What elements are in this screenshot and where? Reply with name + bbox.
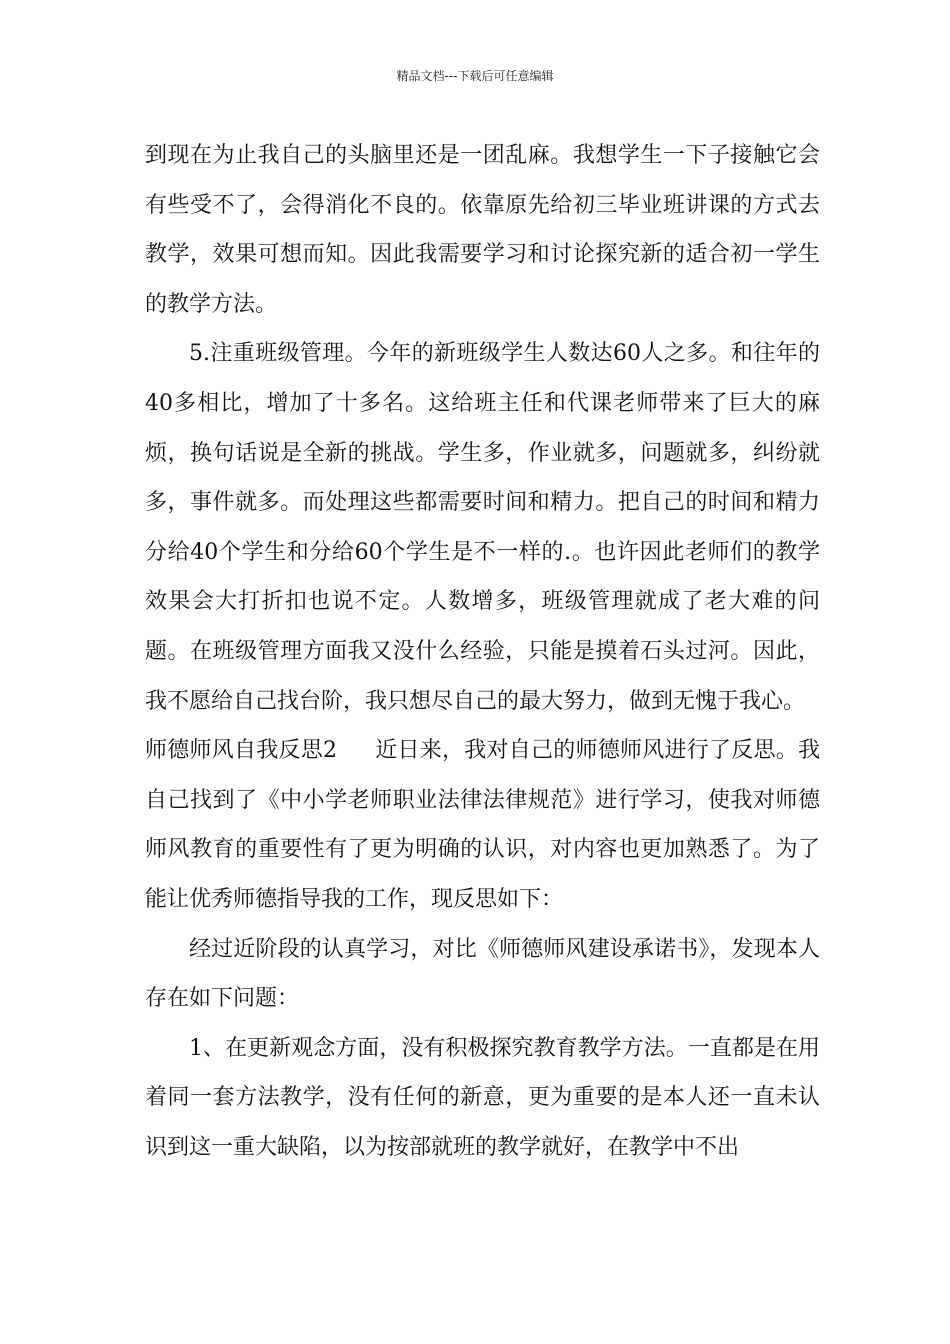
section-reflection-2 (145, 726, 820, 924)
paragraph-problems-intro: 经过近阶段的认真学习，对比《师德师风建设承诺书》，发现本人存在如下问题： (145, 936, 820, 1012)
document-body (145, 131, 820, 1172)
paragraph-continuation: 到现在为止我自己的头脑里还是一团乱麻。我想学生一下子接触它会有些受不了，会得消化不良的。依靠原先给初三毕业班讲课的方式去教学，效果可想而知。因此我需要学习和讨论探究新的适合初一学生的教学方法。 (145, 143, 820, 317)
paragraph-problem-1: 1、在更新观念方面，没有积极探究教育教学方法。一直都是在用着同一套方法教学，没有任何的新意，更为重要的是本人还一直未认识到这一重大缺陷，以为按部就班的教学就好，在教学中不出 (145, 1035, 820, 1160)
header-text: 精品文档---下载后可任意编辑 (396, 69, 554, 83)
section-title: 师德师风自我反思2 (145, 738, 337, 764)
paragraph-class-management: 5.注重班级管理。今年的新班级学生人数达60人之多。和往年的40多相比，增加了十多名。这给班主任和代课老师带来了巨大的麻烦，换句话说是全新的挑战。学生多，作业就多，问题就多，纠纷就多，事件就多。而处理这些都需要时间和精力。把自己的时间和精力分给40个学生和分给60个学生是不一样的.。也许因此老师们的教学效果会大打折扣也说不定。人数增多，班级管理就成了老大难的问题。在班级管理方面我又没什么经验，只能是摸着石头过河。因此，我不愿给自己找台阶，我只想尽自己的最大努力，做到无愧于我心。 (145, 341, 820, 714)
page-header (0, 68, 950, 84)
section-intro: 近日来，我对自己的师德师风进行了反思。我自己找到了《中小学老师职业法律法律规范》进行学习，使我对师德师风教育的重要性有了更为明确的认识，对内容也更加熟悉了。为了能让优秀师德指导我的工作，现反思如下： (145, 738, 820, 912)
